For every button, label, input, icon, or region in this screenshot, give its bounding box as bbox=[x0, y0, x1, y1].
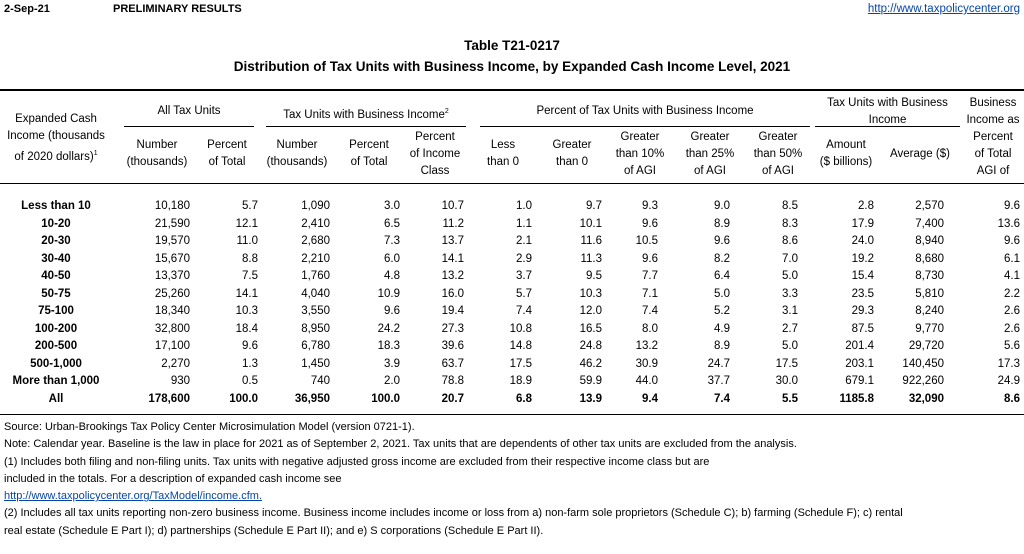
table-cell: 2,680 bbox=[301, 235, 330, 247]
header-greater-than-0: Greater than 0 bbox=[552, 139, 592, 168]
table-cell: 8,940 bbox=[915, 235, 944, 247]
table-cell: 5,810 bbox=[915, 287, 944, 300]
table-cell: 1.1 bbox=[516, 217, 532, 230]
table-cell: 5.0 bbox=[782, 270, 798, 282]
table-cell: 2,210 bbox=[301, 252, 330, 265]
header-average: Average ($) bbox=[890, 148, 950, 160]
table-cell: 18,340 bbox=[154, 305, 190, 317]
table-cell: 24.7 bbox=[707, 357, 730, 370]
table-cell: 24.0 bbox=[851, 235, 874, 247]
table-cell: 18.4 bbox=[235, 322, 258, 335]
footnote-2-line-a: (2) Includes all tax units reporting non-zero business income. Business income includes income or loss from a) non-farm sole proprietors (Schedule C); b) farming (Schedule F); c) rental bbox=[4, 507, 903, 520]
table-cell: 4.1 bbox=[1004, 270, 1020, 282]
table-cell: 36,950 bbox=[294, 392, 330, 405]
header-greater-25: Greater than 25% of AGI bbox=[685, 131, 735, 177]
table-cell: 24.8 bbox=[579, 340, 602, 352]
table-cell: 2,570 bbox=[915, 200, 944, 212]
table-cell: 100.0 bbox=[229, 392, 258, 405]
table-cell: 2.7 bbox=[782, 322, 798, 335]
row-label: 50-75 bbox=[41, 287, 71, 300]
header-url-link[interactable]: http://www.taxpolicycenter.org bbox=[867, 3, 1020, 15]
biz-group-underline bbox=[266, 126, 466, 127]
row-label: All bbox=[48, 392, 64, 405]
table-cell: 8.2 bbox=[714, 252, 730, 265]
table-cell: 2.9 bbox=[516, 252, 532, 265]
table-cell: 78.8 bbox=[441, 375, 464, 387]
table-cell: 7.5 bbox=[242, 270, 258, 282]
table-cell: 7,400 bbox=[915, 217, 944, 230]
table-cell: 13.6 bbox=[997, 217, 1020, 230]
table-row bbox=[0, 338, 1024, 355]
table-cell: 17.3 bbox=[997, 357, 1020, 370]
table-cell: 30.0 bbox=[775, 375, 798, 387]
general-note: Note: Calendar year. Baseline is the law in place for 2021 as of September 2, 2021. Tax units that are dependents of other tax units are excluded from the analysis. bbox=[4, 438, 797, 451]
table-cell: 7.1 bbox=[642, 287, 658, 300]
table-cell: 29,720 bbox=[908, 340, 944, 352]
table-cell: 5.2 bbox=[714, 305, 730, 317]
table-cell: 9.6 bbox=[642, 252, 658, 265]
table-cell: 679.1 bbox=[845, 375, 874, 387]
table-cell: 13.2 bbox=[635, 340, 658, 352]
table-cell: 7.3 bbox=[384, 235, 400, 247]
table-row bbox=[0, 251, 1024, 268]
table-total-row bbox=[0, 391, 1024, 408]
row-label: 200-500 bbox=[34, 340, 78, 352]
table-cell: 6,780 bbox=[301, 340, 330, 352]
header-top-rule bbox=[0, 89, 1024, 91]
table-cell: 29.3 bbox=[851, 305, 874, 317]
table-row bbox=[0, 356, 1024, 373]
table-cell: 7.4 bbox=[642, 305, 658, 317]
table-cell: 59.9 bbox=[579, 375, 602, 387]
table-cell: 11.6 bbox=[580, 235, 602, 247]
table-cell: 21,590 bbox=[154, 217, 190, 230]
table-cell: 4.9 bbox=[714, 322, 730, 335]
table-cell: 7.0 bbox=[782, 252, 798, 265]
table-cell: 11.3 bbox=[580, 252, 602, 265]
row-label: 20-30 bbox=[41, 235, 71, 247]
header-less-than-0: Less than 0 bbox=[487, 139, 519, 168]
table-cell: 922,260 bbox=[902, 375, 944, 387]
table-cell: 2.8 bbox=[858, 200, 874, 212]
table-cell: 1,450 bbox=[301, 357, 330, 370]
table-cell: 14.8 bbox=[509, 340, 532, 352]
table-row bbox=[0, 268, 1024, 285]
table-cell: 63.7 bbox=[441, 357, 464, 370]
table-row bbox=[0, 233, 1024, 250]
table-cell: 6.5 bbox=[384, 217, 400, 230]
table-cell: 3.9 bbox=[384, 357, 400, 370]
header-bottom-rule bbox=[0, 183, 1024, 184]
notes-section bbox=[4, 419, 903, 540]
header-all-percent: Percent of Total bbox=[207, 139, 247, 168]
header-amount: Amount ($ billions) bbox=[819, 139, 873, 168]
table-cell: 32,090 bbox=[908, 392, 944, 405]
header-biz-percent: Percent of Total bbox=[349, 139, 389, 168]
table-cell: 25,260 bbox=[154, 287, 190, 300]
table-cell: 201.4 bbox=[845, 340, 874, 352]
table-cell: 8.6 bbox=[782, 235, 798, 247]
table-cell: 1.0 bbox=[516, 200, 532, 212]
table-cell: 2,270 bbox=[161, 357, 190, 370]
row-label: 10-20 bbox=[41, 217, 71, 230]
table-cell: 203.1 bbox=[845, 357, 874, 370]
header-biz-group: Tax Units with Business Income$^2$ bbox=[283, 108, 449, 121]
table-cell: 13.7 bbox=[441, 235, 464, 247]
table-cell: 9.4 bbox=[642, 392, 658, 405]
table-cell: 178,600 bbox=[148, 392, 190, 405]
table-cell: 9.0 bbox=[714, 200, 730, 212]
table-cell: 17,100 bbox=[154, 340, 190, 352]
table-cell: 8.9 bbox=[714, 217, 730, 230]
table-cell: 46.2 bbox=[579, 357, 602, 370]
footnote-1-line-b: included in the totals. For a description of expanded cash income see bbox=[4, 472, 342, 485]
table-cell: 8,240 bbox=[915, 305, 944, 317]
table-cell: 9.6 bbox=[1004, 200, 1020, 212]
row-label: 100-200 bbox=[34, 322, 78, 335]
table-cell: 7.4 bbox=[516, 305, 532, 317]
table-cell: 14.1 bbox=[235, 287, 258, 300]
table-cell: 2,410 bbox=[301, 217, 330, 230]
table-cell: 16.5 bbox=[579, 322, 602, 335]
header-greater-10: Greater than 10% of AGI bbox=[615, 131, 665, 177]
table-cell: 6.1 bbox=[1004, 252, 1020, 265]
income-definition-link[interactable]: http://www.taxpolicycenter.org/TaxModel/income.cfm. bbox=[4, 490, 262, 503]
table-cell: 1.3 bbox=[242, 357, 258, 370]
footnote-2-line-b: real estate (Schedule E Part I); d) partnerships (Schedule E Part II); and e) S corporations (Schedule E Part II). bbox=[4, 524, 544, 537]
table-cell: 15,670 bbox=[154, 252, 190, 265]
table-cell: 1,090 bbox=[301, 200, 330, 212]
header-pct-group: Percent of Tax Units with Business Income bbox=[536, 105, 754, 117]
row-label: More than 1,000 bbox=[12, 375, 100, 387]
table-cell: 15.4 bbox=[851, 270, 874, 282]
table-cell: 9.6 bbox=[1004, 235, 1020, 247]
table-cell: 5.6 bbox=[1004, 340, 1020, 352]
header-all-number: Number (thousands) bbox=[126, 139, 188, 168]
table-cell: 3.1 bbox=[782, 305, 798, 317]
table-cell: 19,570 bbox=[154, 235, 190, 247]
table-cell: 8.9 bbox=[714, 340, 730, 352]
table-subtitle: Distribution of Tax Units with Business Income, by Expanded Cash Income Level, 2021 bbox=[233, 59, 791, 74]
header-biz-number: Number (thousands) bbox=[266, 139, 328, 168]
table-cell: 24.9 bbox=[997, 375, 1020, 387]
table-cell: 30.9 bbox=[635, 357, 658, 370]
table-cell: 3.7 bbox=[516, 270, 532, 282]
table-cell: 9.6 bbox=[242, 340, 258, 352]
table-cell: 11.0 bbox=[236, 235, 258, 247]
row-label: 75-100 bbox=[38, 305, 74, 317]
table-cell: 8.3 bbox=[782, 217, 798, 230]
table-cell: 6.0 bbox=[384, 252, 400, 265]
table-cell: 3.0 bbox=[384, 200, 400, 212]
table-cell: 10.9 bbox=[377, 287, 400, 300]
table-cell: 8.0 bbox=[642, 322, 658, 335]
table-cell: 4,040 bbox=[301, 287, 330, 300]
table-cell: 44.0 bbox=[635, 375, 658, 387]
table-cell: 8.6 bbox=[1004, 392, 1020, 405]
table-cell: 39.6 bbox=[441, 340, 464, 352]
table-row bbox=[0, 216, 1024, 233]
table-cell: 12.1 bbox=[235, 217, 258, 230]
table-row bbox=[0, 198, 1024, 215]
header-greater-50: Greater than 50% of AGI bbox=[753, 131, 803, 177]
source-note: Source: Urban-Brookings Tax Policy Center Microsimulation Model (version 0721-1). bbox=[4, 421, 415, 433]
table-cell: 1,760 bbox=[301, 270, 330, 282]
table-cell: 12.0 bbox=[579, 305, 602, 317]
table-cell: 17.5 bbox=[509, 357, 532, 370]
table-cell: 10.1 bbox=[579, 217, 602, 230]
table-cell: 9.6 bbox=[384, 305, 400, 317]
table-id: Table T21-0217 bbox=[464, 38, 560, 53]
row-label: Less than 10 bbox=[21, 200, 91, 212]
table-cell: 13.9 bbox=[579, 392, 602, 405]
table-cell: 6.8 bbox=[516, 392, 532, 405]
table-cell: 0.5 bbox=[242, 375, 258, 387]
table-cell: 32,800 bbox=[154, 322, 190, 335]
pct-group-underline bbox=[480, 126, 810, 127]
table-cell: 9.7 bbox=[586, 200, 602, 212]
table-cell: 930 bbox=[170, 375, 190, 387]
table-cell: 13.2 bbox=[441, 270, 464, 282]
table-cell: 10,180 bbox=[154, 200, 190, 212]
table-cell: 2.2 bbox=[1004, 287, 1020, 300]
header-biz-class: Percent of Income Class bbox=[409, 131, 461, 177]
table-cell: 23.5 bbox=[851, 287, 874, 300]
table-row bbox=[0, 286, 1024, 303]
table-cell: 8,950 bbox=[301, 322, 330, 335]
report-status: PRELIMINARY RESULTS bbox=[113, 3, 242, 15]
table-cell: 17.9 bbox=[851, 217, 874, 230]
table-cell: 18.3 bbox=[377, 340, 400, 352]
table-cell: 2.6 bbox=[1004, 322, 1020, 335]
table-cell: 17.5 bbox=[775, 357, 798, 370]
table-cell: 10.7 bbox=[441, 200, 464, 212]
header-inc-group: Tax Units with Business Income bbox=[827, 97, 948, 126]
table-cell: 5.0 bbox=[714, 287, 730, 300]
table-cell: 6.4 bbox=[714, 270, 730, 282]
table-bottom-rule bbox=[0, 414, 1024, 415]
row-label: 40-50 bbox=[41, 270, 71, 282]
table-cell: 5.7 bbox=[516, 287, 532, 300]
table-cell: 13,370 bbox=[154, 270, 190, 282]
table-row bbox=[0, 303, 1024, 320]
footnote-1-line-a: (1) Includes both filing and non-filing units. Tax units with negative adjusted gross income are excluded from their respective income class but are bbox=[4, 455, 710, 468]
table-cell: 8.5 bbox=[782, 200, 798, 212]
table-cell: 2.6 bbox=[1004, 305, 1020, 317]
header-all-group: All Tax Units bbox=[157, 105, 221, 117]
table-cell: 1185.8 bbox=[839, 392, 874, 405]
table-cell: 16.0 bbox=[441, 287, 464, 300]
table-cell: 19.2 bbox=[851, 252, 874, 265]
table-row bbox=[0, 373, 1024, 390]
header-share-of-agi: Business Income as Percent of Total AGI of bbox=[966, 97, 1020, 177]
all-group-underline bbox=[124, 126, 254, 127]
table-cell: 9,770 bbox=[915, 322, 944, 335]
header-income-class: Expanded Cash Income (thousands of 2020 dollars)$^1$ bbox=[7, 113, 105, 163]
table-cell: 27.3 bbox=[441, 322, 464, 335]
table-cell: 3,550 bbox=[301, 305, 330, 317]
table-cell: 14.1 bbox=[441, 252, 464, 265]
table-cell: 8.8 bbox=[242, 252, 258, 265]
report-date: 2-Sep-21 bbox=[4, 3, 50, 15]
row-label: 30-40 bbox=[41, 252, 71, 265]
table-cell: 18.9 bbox=[509, 375, 532, 387]
table-cell: 2.1 bbox=[516, 235, 532, 247]
table-cell: 3.3 bbox=[782, 287, 798, 300]
table-cell: 7.7 bbox=[642, 270, 658, 282]
table-cell: 10.3 bbox=[235, 305, 258, 317]
table-cell: 37.7 bbox=[707, 375, 730, 387]
table-cell: 9.5 bbox=[586, 270, 602, 282]
table-cell: 2.0 bbox=[384, 375, 400, 387]
table-cell: 100.0 bbox=[371, 392, 400, 405]
table-cell: 7.4 bbox=[714, 392, 730, 405]
table-cell: 24.2 bbox=[377, 322, 400, 335]
table-cell: 140,450 bbox=[902, 357, 944, 370]
table-cell: 10.8 bbox=[509, 322, 532, 335]
table-cell: 5.5 bbox=[782, 392, 798, 405]
table-cell: 740 bbox=[310, 375, 330, 387]
table-cell: 5.7 bbox=[242, 200, 258, 212]
table-cell: 9.6 bbox=[714, 235, 730, 247]
table-cell: 5.0 bbox=[782, 340, 798, 352]
table-row bbox=[0, 321, 1024, 338]
table-cell: 10.5 bbox=[635, 235, 658, 247]
row-label: 500-1,000 bbox=[30, 357, 82, 370]
table-cell: 9.6 bbox=[642, 217, 658, 230]
table-cell: 20.7 bbox=[441, 392, 464, 405]
table-cell: 8,680 bbox=[915, 252, 944, 265]
table-cell: 87.5 bbox=[851, 322, 874, 335]
table-cell: 10.3 bbox=[579, 287, 602, 300]
table-cell: 4.8 bbox=[384, 270, 400, 282]
table-cell: 11.2 bbox=[442, 217, 464, 230]
table-cell: 19.4 bbox=[441, 305, 464, 317]
table-cell: 8,730 bbox=[915, 270, 944, 282]
table-cell: 9.3 bbox=[642, 200, 658, 212]
